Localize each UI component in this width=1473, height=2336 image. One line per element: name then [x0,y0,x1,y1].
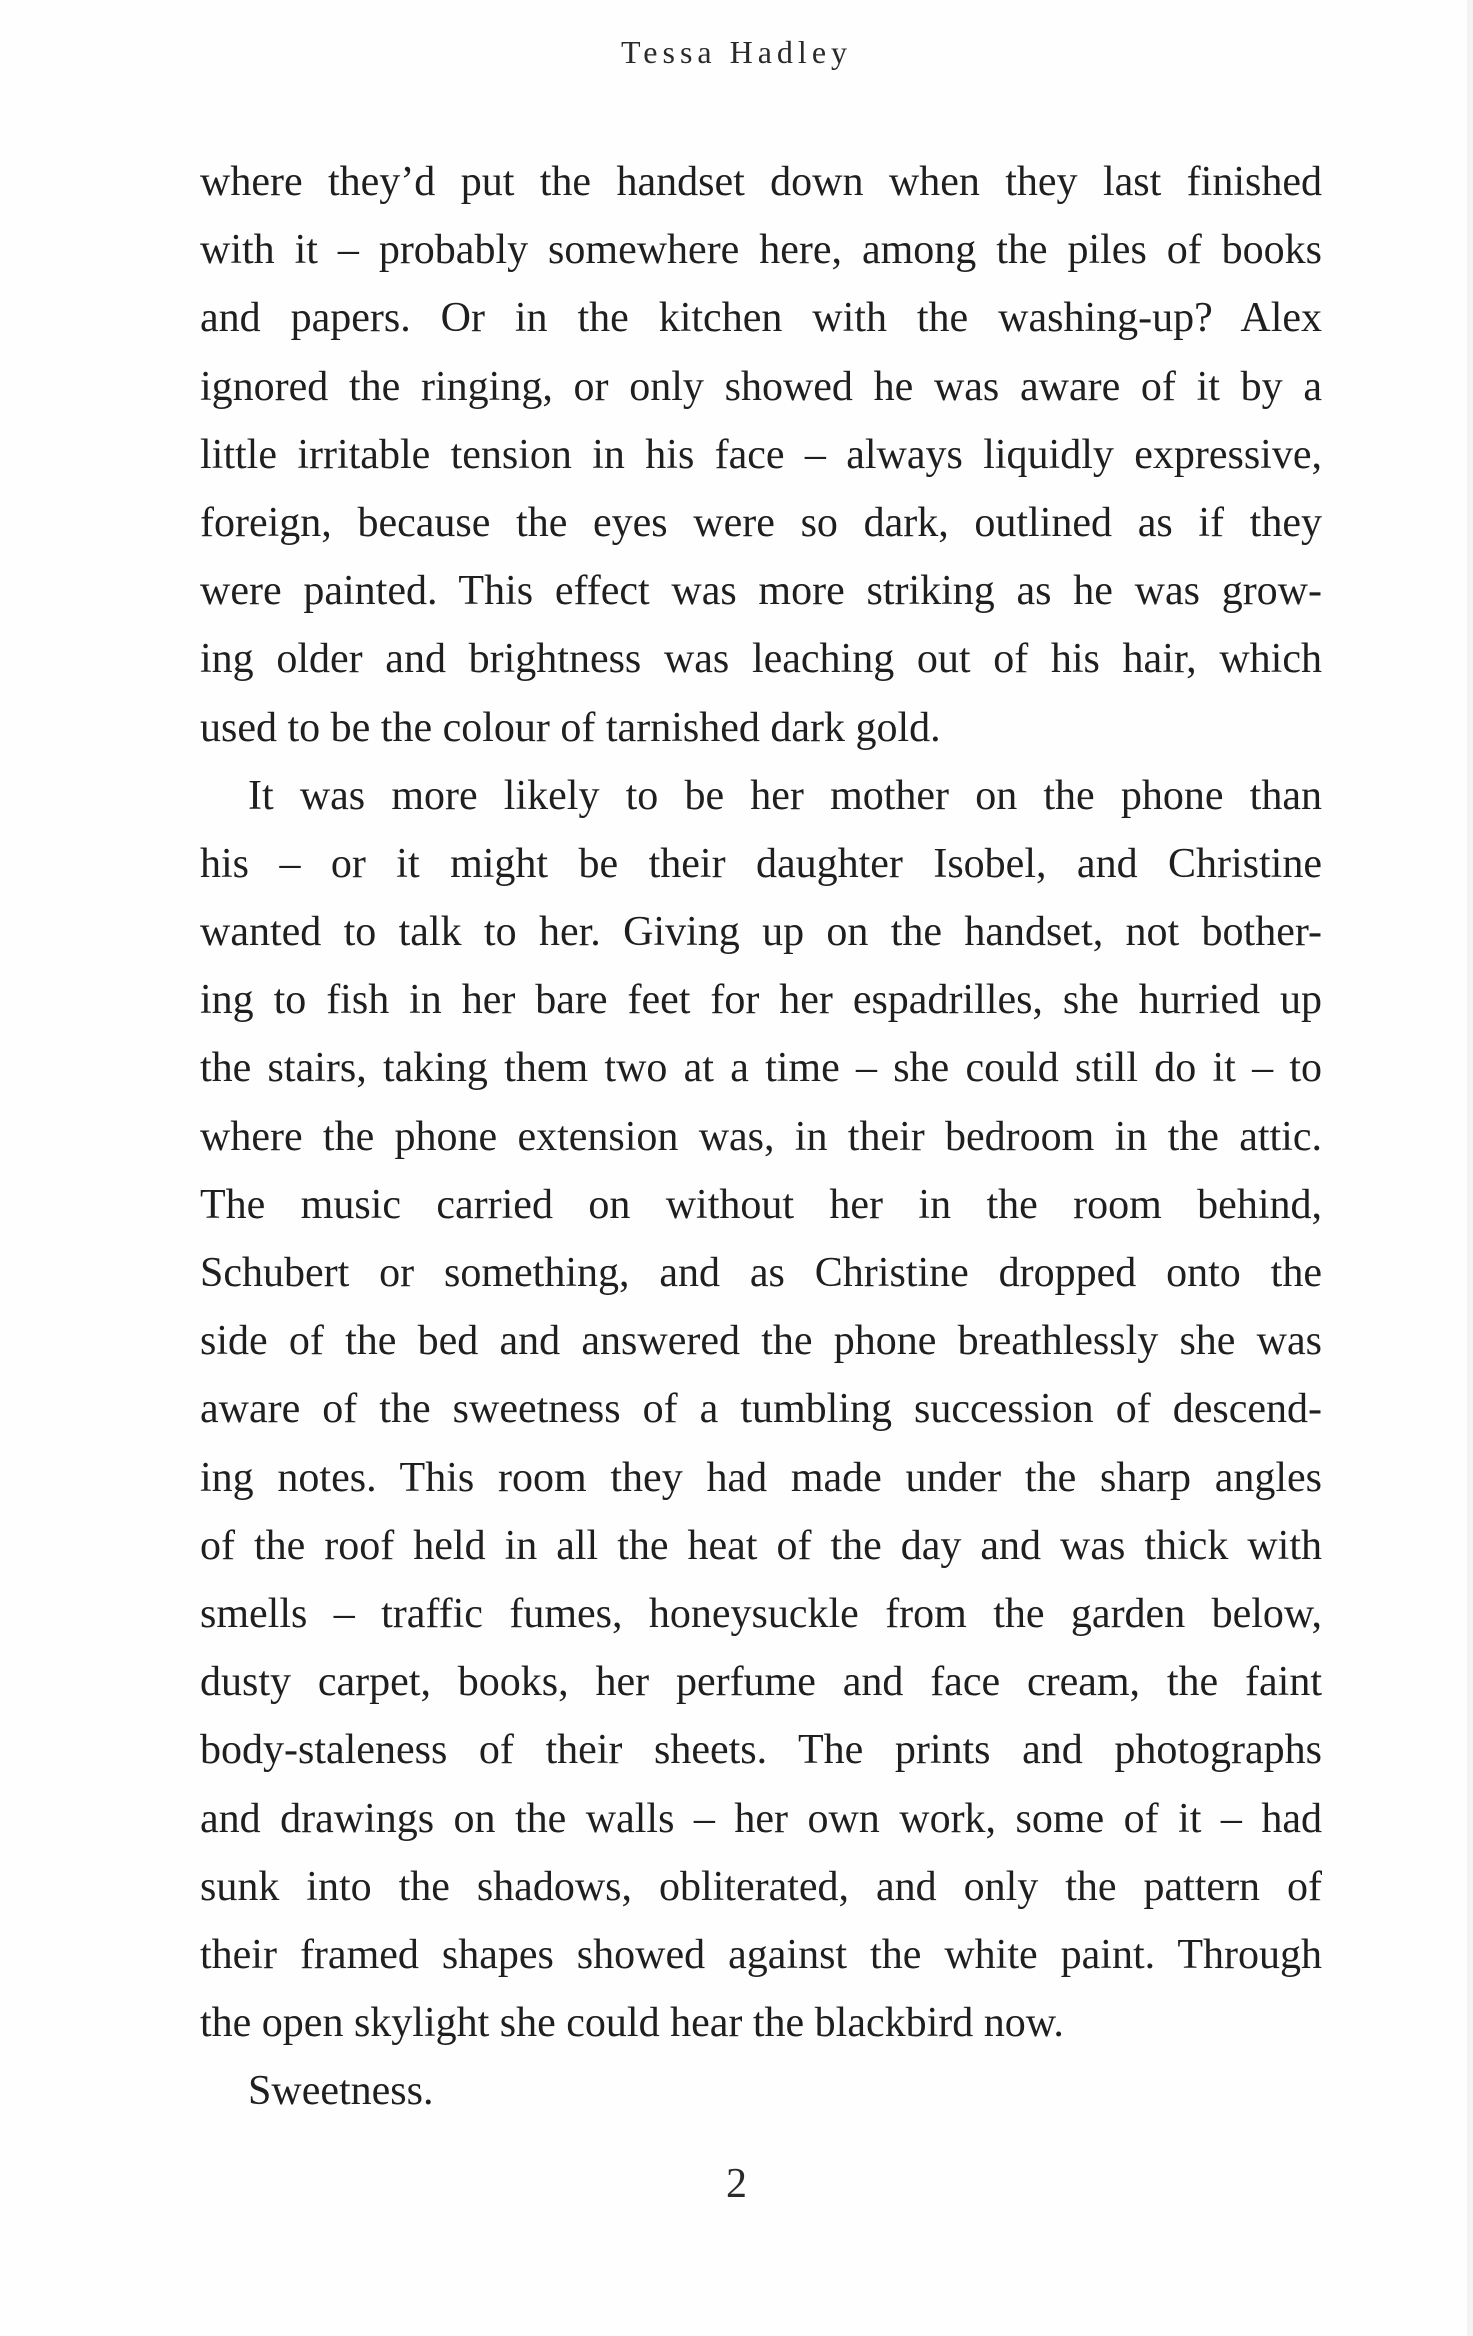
text-line: sunk into the shadows, obliterated, and only the pattern of [200,1863,1322,1910]
text-line: little irritable tension in his face – always liquidly expressive, [200,431,1322,478]
text-line: where the phone extension was, in their bedroom in the attic. [200,1113,1322,1160]
text-line: aware of the sweetness of a tumbling succession of descend- [200,1386,1322,1433]
text-line: his – or it might be their daughter Isobel, and Christine [200,840,1322,887]
text-line: where they’d put the handset down when they last finished [200,159,1322,205]
text-line: the open skylight she could hear the blackbird now. [200,2000,1064,2047]
text-line: The music carried on without her in the room behind, [200,1181,1322,1228]
page-number: 2 [726,2161,747,2207]
text-line: Schubert or something, and as Christine dropped onto the [200,1250,1322,1296]
text-line: ing notes. This room they had made under the sharp angles [200,1454,1322,1501]
text-line: It was more likely to be her mother on the phone than [248,772,1322,819]
body-text [200,148,1322,2125]
text-line: ing to fish in her bare feet for her espadrilles, she hurried up [200,977,1322,1024]
text-line: ing older and brightness was leaching out of his hair, which [200,636,1322,683]
text-line: Sweetness. [248,2068,434,2115]
text-line: of the roof held in all the heat of the day and was thick with [200,1522,1322,1569]
text-line: foreign, because the eyes were so dark, outlined as if they [200,499,1322,546]
page-edge [1467,0,1473,2336]
text-line: were painted. This effect was more striking as he was grow- [200,568,1322,615]
text-line: with it – probably somewhere here, among the piles of books [200,227,1322,274]
text-line: used to be the colour of tarnished dark gold. [200,704,941,751]
paragraph-3 [200,2057,1322,2125]
text-line: body-staleness of their sheets. The prints and photographs [200,1727,1322,1774]
text-line: the stairs, taking them two at a time – she could still do it – to [200,1045,1322,1092]
text-line: and drawings on the walls – her own work, some of it – had [200,1795,1322,1842]
text-line: wanted to talk to her. Giving up on the handset, not bother- [200,909,1322,956]
paragraph-2 [200,762,1322,2058]
running-head-author: Tessa Hadley [620,34,853,70]
text-line: side of the bed and answered the phone breathlessly she was [200,1318,1322,1365]
paragraph-1 [200,148,1322,762]
text-line: ignored the ringing, or only showed he was aware of it by a [200,363,1322,410]
text-line: smells – traffic fumes, honeysuckle from the garden below, [200,1590,1322,1637]
text-line: and papers. Or in the kitchen with the washing-up? Alex [200,295,1322,342]
text-line: their framed shapes showed against the white paint. Through [200,1931,1322,1978]
text-line: dusty carpet, books, her perfume and face cream, the faint [200,1659,1322,1706]
